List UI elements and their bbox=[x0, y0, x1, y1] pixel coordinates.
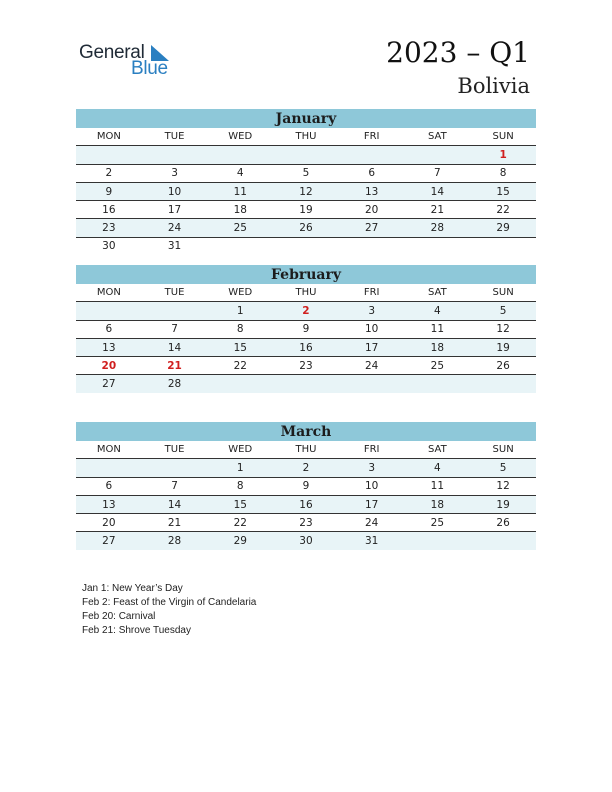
day-cell: 15 bbox=[207, 495, 273, 513]
weekday-label: FRI bbox=[339, 128, 405, 146]
day-cell: 10 bbox=[339, 320, 405, 338]
day-cell bbox=[339, 237, 405, 255]
weekday-label: THU bbox=[273, 441, 339, 459]
day-cell: 24 bbox=[339, 357, 405, 375]
page-title: 2023 – Q1 bbox=[386, 36, 530, 69]
day-cell: 22 bbox=[207, 357, 273, 375]
day-cell: 27 bbox=[339, 219, 405, 237]
month-title: February bbox=[76, 265, 536, 284]
day-cell: 13 bbox=[339, 182, 405, 200]
day-cell: 8 bbox=[207, 320, 273, 338]
weekday-label: TUE bbox=[142, 441, 208, 459]
day-cell: 5 bbox=[470, 459, 536, 477]
day-cell: 5 bbox=[470, 302, 536, 320]
day-cell: 27 bbox=[76, 532, 142, 550]
logo-general-text: General bbox=[79, 42, 145, 63]
month-title: March bbox=[76, 422, 536, 441]
day-cell bbox=[142, 302, 208, 320]
day-cell: 30 bbox=[102, 240, 116, 253]
holiday-note: Feb 21: Shrove Tuesday bbox=[82, 625, 191, 636]
day-cell: 28 bbox=[405, 219, 471, 237]
day-cell: 31 bbox=[339, 532, 405, 550]
day-cell: 5 bbox=[273, 164, 339, 182]
day-cell: 21 bbox=[405, 201, 471, 219]
weekday-label: SUN bbox=[470, 441, 536, 459]
day-cell: 13 bbox=[76, 338, 142, 356]
day-cell: 24 bbox=[339, 514, 405, 532]
week-row bbox=[76, 375, 536, 393]
day-cell: 3 bbox=[142, 164, 208, 182]
day-cell bbox=[470, 237, 536, 255]
day-cell: 17 bbox=[339, 495, 405, 513]
day-cell: 19 bbox=[470, 338, 536, 356]
month-grid bbox=[76, 441, 536, 550]
day-cell bbox=[142, 146, 208, 164]
week-row bbox=[76, 237, 536, 255]
day-cell: 12 bbox=[273, 182, 339, 200]
weekday-label: MON bbox=[76, 441, 142, 459]
day-cell: 29 bbox=[207, 532, 273, 550]
day-cell: 1 bbox=[207, 459, 273, 477]
day-cell: 22 bbox=[470, 201, 536, 219]
day-cell: 28 bbox=[142, 375, 208, 393]
day-cell bbox=[339, 375, 405, 393]
day-cell: 25 bbox=[207, 219, 273, 237]
day-cell: 7 bbox=[142, 477, 208, 495]
day-cell bbox=[207, 146, 273, 164]
week-row bbox=[76, 146, 536, 164]
day-cell: 22 bbox=[207, 514, 273, 532]
weekday-label: THU bbox=[273, 128, 339, 146]
day-cell: 3 bbox=[339, 302, 405, 320]
day-cell: 6 bbox=[339, 164, 405, 182]
day-cell: 18 bbox=[405, 495, 471, 513]
day-cell bbox=[405, 146, 471, 164]
weekday-label: WED bbox=[207, 284, 273, 302]
day-cell bbox=[405, 237, 471, 255]
day-cell: 20 bbox=[76, 357, 142, 375]
holiday-note: Feb 20: Carnival bbox=[82, 611, 156, 622]
weekday-label: SUN bbox=[470, 128, 536, 146]
weekday-label: TUE bbox=[142, 128, 208, 146]
week-row bbox=[76, 338, 536, 356]
day-cell: 19 bbox=[470, 495, 536, 513]
day-cell: 30 bbox=[273, 532, 339, 550]
day-cell bbox=[405, 532, 471, 550]
month-grid bbox=[76, 128, 536, 255]
day-cell: 8 bbox=[207, 477, 273, 495]
day-cell: 7 bbox=[405, 164, 471, 182]
day-cell: 8 bbox=[470, 164, 536, 182]
day-cell: 26 bbox=[470, 357, 536, 375]
week-row bbox=[76, 219, 536, 237]
day-cell: 18 bbox=[207, 201, 273, 219]
day-cell: 16 bbox=[273, 338, 339, 356]
day-cell: 26 bbox=[470, 514, 536, 532]
day-cell: 9 bbox=[273, 477, 339, 495]
day-cell bbox=[76, 302, 142, 320]
day-cell bbox=[470, 375, 536, 393]
day-cell: 25 bbox=[405, 357, 471, 375]
day-cell: 23 bbox=[76, 219, 142, 237]
day-cell bbox=[339, 146, 405, 164]
week-row bbox=[76, 320, 536, 338]
month-grid bbox=[76, 284, 536, 393]
week-row bbox=[76, 357, 536, 375]
day-cell: 11 bbox=[405, 477, 471, 495]
day-cell: 17 bbox=[339, 338, 405, 356]
day-cell bbox=[273, 375, 339, 393]
week-row bbox=[76, 532, 536, 550]
weekday-label: SAT bbox=[405, 441, 471, 459]
weekday-label: WED bbox=[207, 128, 273, 146]
day-cell: 6 bbox=[76, 320, 142, 338]
day-cell: 21 bbox=[142, 514, 208, 532]
day-cell: 2 bbox=[273, 302, 339, 320]
day-cell: 28 bbox=[142, 532, 208, 550]
day-cell: 13 bbox=[76, 495, 142, 513]
weekday-label: THU bbox=[273, 284, 339, 302]
weekday-label: MON bbox=[76, 128, 142, 146]
week-row bbox=[76, 201, 536, 219]
day-cell: 11 bbox=[405, 320, 471, 338]
day-cell: 27 bbox=[76, 375, 142, 393]
logo bbox=[79, 42, 189, 82]
day-cell: 15 bbox=[207, 338, 273, 356]
day-cell: 4 bbox=[405, 302, 471, 320]
day-cell bbox=[76, 146, 142, 164]
country-name: Bolivia bbox=[457, 74, 530, 98]
month-february bbox=[76, 265, 536, 393]
day-cell bbox=[405, 375, 471, 393]
week-row bbox=[76, 302, 536, 320]
day-cell: 10 bbox=[339, 477, 405, 495]
day-cell: 25 bbox=[405, 514, 471, 532]
day-cell: 18 bbox=[405, 338, 471, 356]
weekday-label: WED bbox=[207, 441, 273, 459]
weekday-header-row bbox=[76, 441, 536, 459]
day-cell: 6 bbox=[76, 477, 142, 495]
day-cell: 20 bbox=[76, 514, 142, 532]
day-cell: 14 bbox=[142, 495, 208, 513]
week-row bbox=[76, 514, 536, 532]
day-cell: 26 bbox=[273, 219, 339, 237]
logo-blue-text: Blue bbox=[131, 58, 168, 79]
day-cell: 11 bbox=[207, 182, 273, 200]
day-cell bbox=[207, 237, 273, 255]
month-title: January bbox=[76, 109, 536, 128]
day-cell bbox=[273, 146, 339, 164]
week-row bbox=[76, 477, 536, 495]
day-cell: 23 bbox=[273, 514, 339, 532]
day-cell: 4 bbox=[207, 164, 273, 182]
day-cell: 24 bbox=[142, 219, 208, 237]
day-cell: 9 bbox=[76, 182, 142, 200]
day-cell: 31 bbox=[167, 240, 182, 253]
weekday-label: MON bbox=[76, 284, 142, 302]
day-cell: 23 bbox=[273, 357, 339, 375]
day-cell: 19 bbox=[273, 201, 339, 219]
week-row bbox=[76, 164, 536, 182]
day-cell: 20 bbox=[339, 201, 405, 219]
weekday-label: FRI bbox=[339, 441, 405, 459]
day-cell: 16 bbox=[76, 201, 142, 219]
day-cell: 10 bbox=[142, 182, 208, 200]
holiday-note: Jan 1: New Year’s Day bbox=[82, 583, 183, 594]
day-cell: 2 bbox=[76, 164, 142, 182]
month-march bbox=[76, 422, 536, 550]
day-cell: 2 bbox=[273, 459, 339, 477]
weekday-label: FRI bbox=[339, 284, 405, 302]
day-cell: 7 bbox=[142, 320, 208, 338]
weekday-label: SUN bbox=[470, 284, 536, 302]
weekday-header-row bbox=[76, 128, 536, 146]
day-cell: 14 bbox=[142, 338, 208, 356]
month-january bbox=[76, 109, 536, 255]
weekday-label: TUE bbox=[142, 284, 208, 302]
day-cell: 1 bbox=[470, 146, 536, 164]
day-cell: 14 bbox=[405, 182, 471, 200]
day-cell bbox=[142, 459, 208, 477]
week-row bbox=[76, 459, 536, 477]
day-cell: 16 bbox=[273, 495, 339, 513]
day-cell: 9 bbox=[273, 320, 339, 338]
day-cell: 29 bbox=[470, 219, 536, 237]
week-row bbox=[76, 495, 536, 513]
day-cell bbox=[470, 532, 536, 550]
holiday-notes bbox=[82, 582, 256, 638]
day-cell: 17 bbox=[142, 201, 208, 219]
day-cell: 21 bbox=[142, 357, 208, 375]
weekday-label: SAT bbox=[405, 284, 471, 302]
day-cell: 3 bbox=[339, 459, 405, 477]
day-cell: 4 bbox=[405, 459, 471, 477]
day-cell: 12 bbox=[470, 320, 536, 338]
weekday-label: SAT bbox=[405, 128, 471, 146]
day-cell bbox=[273, 237, 339, 255]
day-cell: 15 bbox=[470, 182, 536, 200]
week-row bbox=[76, 182, 536, 200]
day-cell: 12 bbox=[470, 477, 536, 495]
holiday-note: Feb 2: Feast of the Virgin of Candelaria bbox=[82, 597, 257, 608]
weekday-header-row bbox=[76, 284, 536, 302]
day-cell bbox=[76, 459, 142, 477]
day-cell bbox=[207, 375, 273, 393]
day-cell: 1 bbox=[207, 302, 273, 320]
